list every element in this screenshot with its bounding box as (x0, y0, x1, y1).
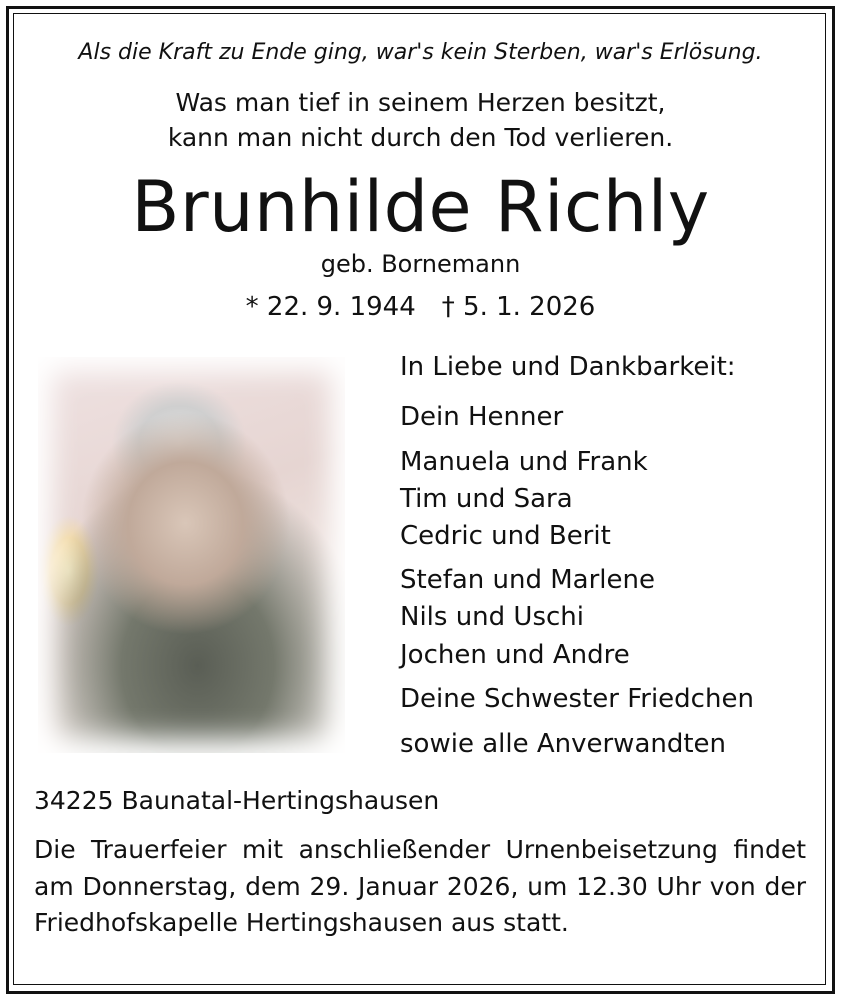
life-dates (0, 292, 841, 322)
mourner-name: Cedric und Berit (400, 521, 611, 551)
quote-line-1: Was man tief in seinem Herzen besitzt, (175, 88, 666, 117)
mourner-name: Jochen und Andre (400, 640, 630, 670)
mourner-name: Tim und Sara (400, 484, 573, 514)
mourner-name: sowie alle Anverwandten (400, 729, 727, 759)
birth-date: * 22. 9. 1944 (245, 292, 416, 322)
death-date: † 5. 1. 2026 (441, 292, 596, 322)
mourners-intro: In Liebe und Dankbarkeit: (400, 352, 736, 382)
ceremony-notice: Die Trauerfeier mit anschließender Urnenbeisetzung findet am Donnerstag, dem 29. Januar 2026, um 12.30 Uhr von der Friedhofskapelle Hertingshausen aus statt. (34, 835, 806, 937)
location: 34225 Baunatal-Hertingshausen (34, 786, 440, 815)
mourner-name: Stefan und Marlene (400, 565, 655, 595)
mourner-name: Nils und Uschi (400, 602, 585, 632)
mourner-name: Deine Schwester Friedchen (400, 684, 754, 714)
mourner-name: Manuela und Frank (400, 447, 648, 477)
quote-line-2: kann man nicht durch den Tod verlieren. (167, 123, 674, 152)
portrait-photo (38, 357, 345, 753)
birth-name: geb. Bornemann (320, 250, 521, 278)
deceased-name: Brunhilde Richly (131, 166, 710, 248)
mourner-name: Dein Henner (400, 402, 564, 432)
motto: Als die Kraft zu Ende ging, war's kein Sterben, war's Erlösung. (78, 40, 763, 65)
